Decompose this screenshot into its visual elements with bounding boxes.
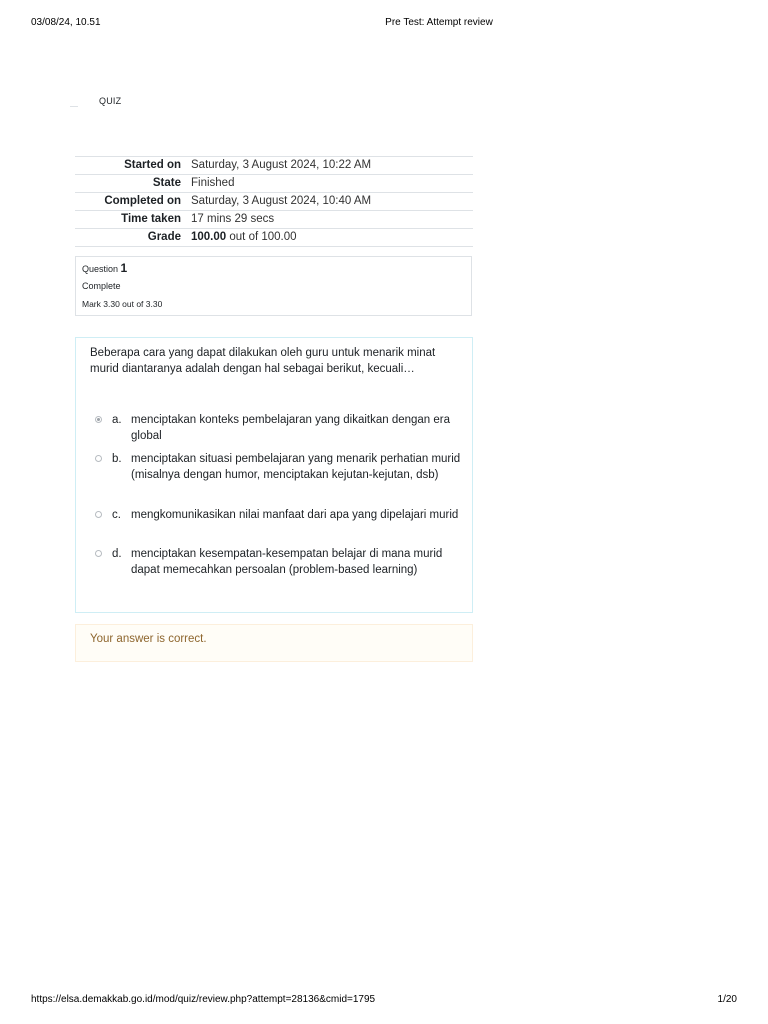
summary-row-time-taken xyxy=(75,211,473,229)
attempt-summary-table xyxy=(75,156,473,247)
activity-type-label: QUIZ xyxy=(99,96,122,106)
print-header xyxy=(0,17,768,31)
summary-value: Saturday, 3 August 2024, 10:40 AM xyxy=(191,195,372,207)
summary-row-state xyxy=(75,175,473,193)
grade-total: out of 100.00 xyxy=(226,231,297,243)
print-page-title: Pre Test: Attempt review xyxy=(385,17,493,28)
question-number-prefix: Question xyxy=(82,264,121,274)
answer-letter: b. xyxy=(112,453,122,465)
question-state: Complete xyxy=(82,281,121,291)
question-info-box xyxy=(75,256,472,316)
summary-row-completed xyxy=(75,193,473,211)
answer-letter: c. xyxy=(112,509,121,521)
question-formulation xyxy=(75,337,473,613)
summary-value: Finished xyxy=(191,177,235,189)
question-grade: Mark 3.30 out of 3.30 xyxy=(82,299,163,309)
radio-icon[interactable] xyxy=(95,550,102,557)
grade-score: 100.00 xyxy=(191,231,227,243)
summary-value xyxy=(191,229,473,247)
question-number xyxy=(82,261,127,275)
summary-label: State xyxy=(152,177,181,189)
summary-row-grade xyxy=(75,229,473,247)
summary-value: Saturday, 3 August 2024, 10:22 AM xyxy=(191,159,372,171)
radio-icon[interactable] xyxy=(95,511,102,518)
print-page-number: 1/20 xyxy=(717,994,737,1005)
feedback-box xyxy=(75,624,473,662)
print-url: https://elsa.demakkab.go.id/mod/quiz/review.php?attempt=28136&cmid=1795 xyxy=(31,994,376,1005)
answer-text: menciptakan situasi pembelajaran yang menarik perhatian murid (misalnya dengan humor, menciptakan kejutan-kejutan, dsb) xyxy=(131,453,461,481)
summary-row-started xyxy=(75,157,473,175)
answer-text: menciptakan konteks pembelajaran yang dikaitkan dengan era global xyxy=(131,414,451,442)
summary-label: Grade xyxy=(147,231,181,243)
answer-letter: a. xyxy=(112,414,122,426)
summary-label: Time taken xyxy=(121,213,181,225)
feedback-text: Your answer is correct. xyxy=(90,633,207,645)
radio-selected-icon[interactable] xyxy=(95,416,102,423)
activity-icon-placeholder xyxy=(70,106,78,107)
answer-text: menciptakan kesempatan-kesempatan belajar di mana murid dapat memecahkan persoalan (problem-based learning) xyxy=(131,548,443,576)
answer-letter: d. xyxy=(112,548,122,560)
summary-label: Started on xyxy=(124,159,181,171)
question-number-value: 1 xyxy=(120,261,128,275)
radio-icon[interactable] xyxy=(95,455,102,462)
print-datetime: 03/08/24, 10.51 xyxy=(31,17,101,28)
summary-value: 17 mins 29 secs xyxy=(191,213,275,225)
summary-label: Completed on xyxy=(104,195,181,207)
answer-text: mengkomunikasikan nilai manfaat dari apa yang dipelajari murid xyxy=(131,509,459,521)
question-text: Beberapa cara yang dapat dilakukan oleh guru untuk menarik minat murid diantaranya adalah dengan hal sebagai berikut, kecuali… xyxy=(90,347,436,375)
